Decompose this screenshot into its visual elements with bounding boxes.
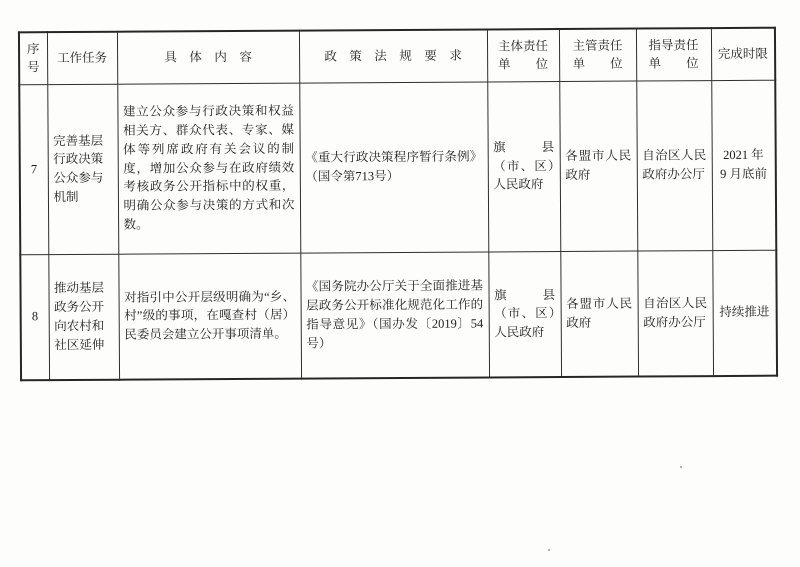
header-deadline: 完成时限 <box>711 28 775 80</box>
cell-task: 完善基层行政决策公众参与机制 <box>47 84 118 254</box>
task-table <box>18 27 778 382</box>
header-content: 具 体 内 容 <box>117 31 299 84</box>
cell-charge-unit: 各盟市人民政府 <box>559 81 637 251</box>
cell-charge-unit: 各盟市人民政府 <box>560 251 638 377</box>
cell-seq: 8 <box>20 254 49 380</box>
header-row <box>19 28 775 85</box>
header-seq: 序号 <box>19 32 47 84</box>
cell-content: 建立公众参与行政决策和权益相关方、群众代表、专家、媒体等列席政府有关会议的制度，增加公众参与在政府绩效考核政务公开指标中的权重，明确公众参与决策的方式和次数。 <box>117 83 300 254</box>
cell-task: 推动基层政务公开向农村和社区延伸 <box>48 254 119 380</box>
table-row-8 <box>20 250 777 381</box>
cell-deadline: 持续推进 <box>712 250 777 376</box>
task-table-wrap <box>18 27 778 382</box>
cell-content: 对指引中公开层级明确为“乡、村”级的事项，在嘎查村（居）民委员会建立公开事项清单。 <box>118 253 301 380</box>
cell-deadline: 2021 年 9 月底前 <box>711 80 776 250</box>
header-guide-unit: 指导责任 单 位 <box>636 28 711 80</box>
scan-speck <box>548 549 550 551</box>
cell-guide-unit: 自治区人民政府办公厅 <box>637 250 713 376</box>
cell-policy: 《重大行政决策程序暂行条例》（国令第713号） <box>299 81 488 252</box>
cell-policy: 《国务院办公厅关于全面推进基层政务公开标准化规范化工作的指导意见》（国办发〔2019〕54 号） <box>300 251 489 378</box>
header-charge-unit: 主管责任 单 位 <box>559 29 636 81</box>
scan-speck <box>680 466 682 468</box>
header-task: 工作任务 <box>47 32 117 84</box>
cell-seq: 7 <box>19 84 48 254</box>
header-policy: 政 策 法 规 要 求 <box>299 29 487 82</box>
cell-main-unit: 旗县（市、区）人民政府 <box>488 251 561 377</box>
cell-main-unit: 旗县（市、区）人民政府 <box>487 81 560 251</box>
header-main-unit: 主体责任 单 位 <box>487 29 559 81</box>
table-row-7 <box>19 80 776 255</box>
cell-guide-unit: 自治区人民政府办公厅 <box>636 80 712 250</box>
